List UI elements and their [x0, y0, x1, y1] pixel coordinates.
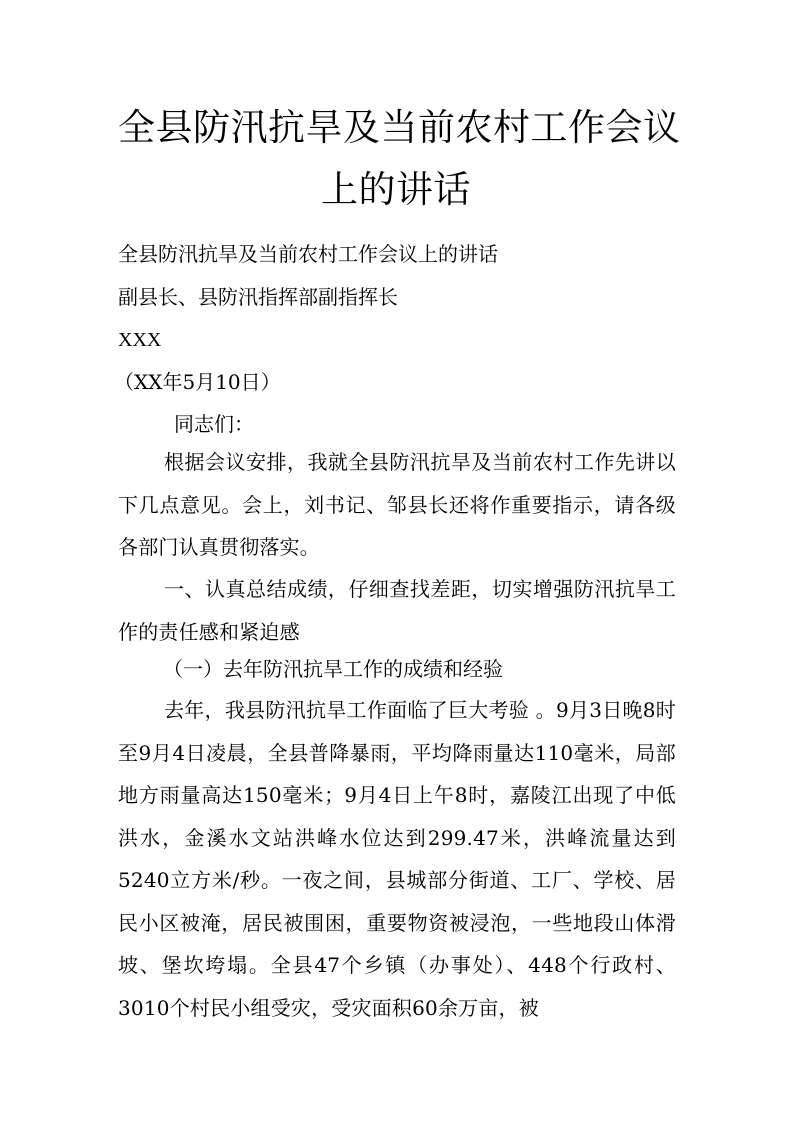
- subsection-heading-1: （一）去年防汛抗旱工作的成绩和经验: [163, 657, 503, 681]
- document-title-line-2: 上的讲话: [321, 168, 471, 211]
- speaker-name: XXX: [118, 329, 162, 351]
- speech-date: （XX年5月10日）: [114, 370, 281, 394]
- speaker-role: 副县长、县防汛指挥部副指挥长: [118, 285, 398, 309]
- body-paragraph: 去年，我县防汛抗旱工作面临了巨大考验 。9月3日晚8时至9月4日凌晨，全县普降暴雨，平均降雨量达110毫米，局部地方雨量高达150毫米；9月4日上午8时，嘉陵江出现了中低洪水，金溪水文站洪峰水位达到299.47米，洪峰流量达到5240立方米/秒。一夜之间，县城部分街道、工厂、学校、居民小区被淹，居民被围困，重要物资被浸泡，一些地段山体滑坡、堡坎垮塌。全县47个乡镇（办事处）、448个行政村、3010个村民小组受灾，受灾面积60余万亩，被: [118, 698, 676, 1020]
- document-subtitle: 全县防汛抗旱及当前农村工作会议上的讲话: [118, 242, 498, 266]
- section-heading-1: 一、认真总结成绩，仔细查找差距，切实增强防汛抗旱工作的责任感和紧迫感: [118, 577, 676, 644]
- document-title-line-1: 全县防汛抗旱及当前农村工作会议: [118, 106, 681, 149]
- intro-paragraph: 根据会议安排，我就全县防汛抗旱及当前农村工作先讲以下几点意见。会上，刘书记、邹县长还将作重要指示，请各级各部门认真贯彻落实。: [118, 450, 676, 559]
- salutation: 同志们：: [174, 412, 254, 436]
